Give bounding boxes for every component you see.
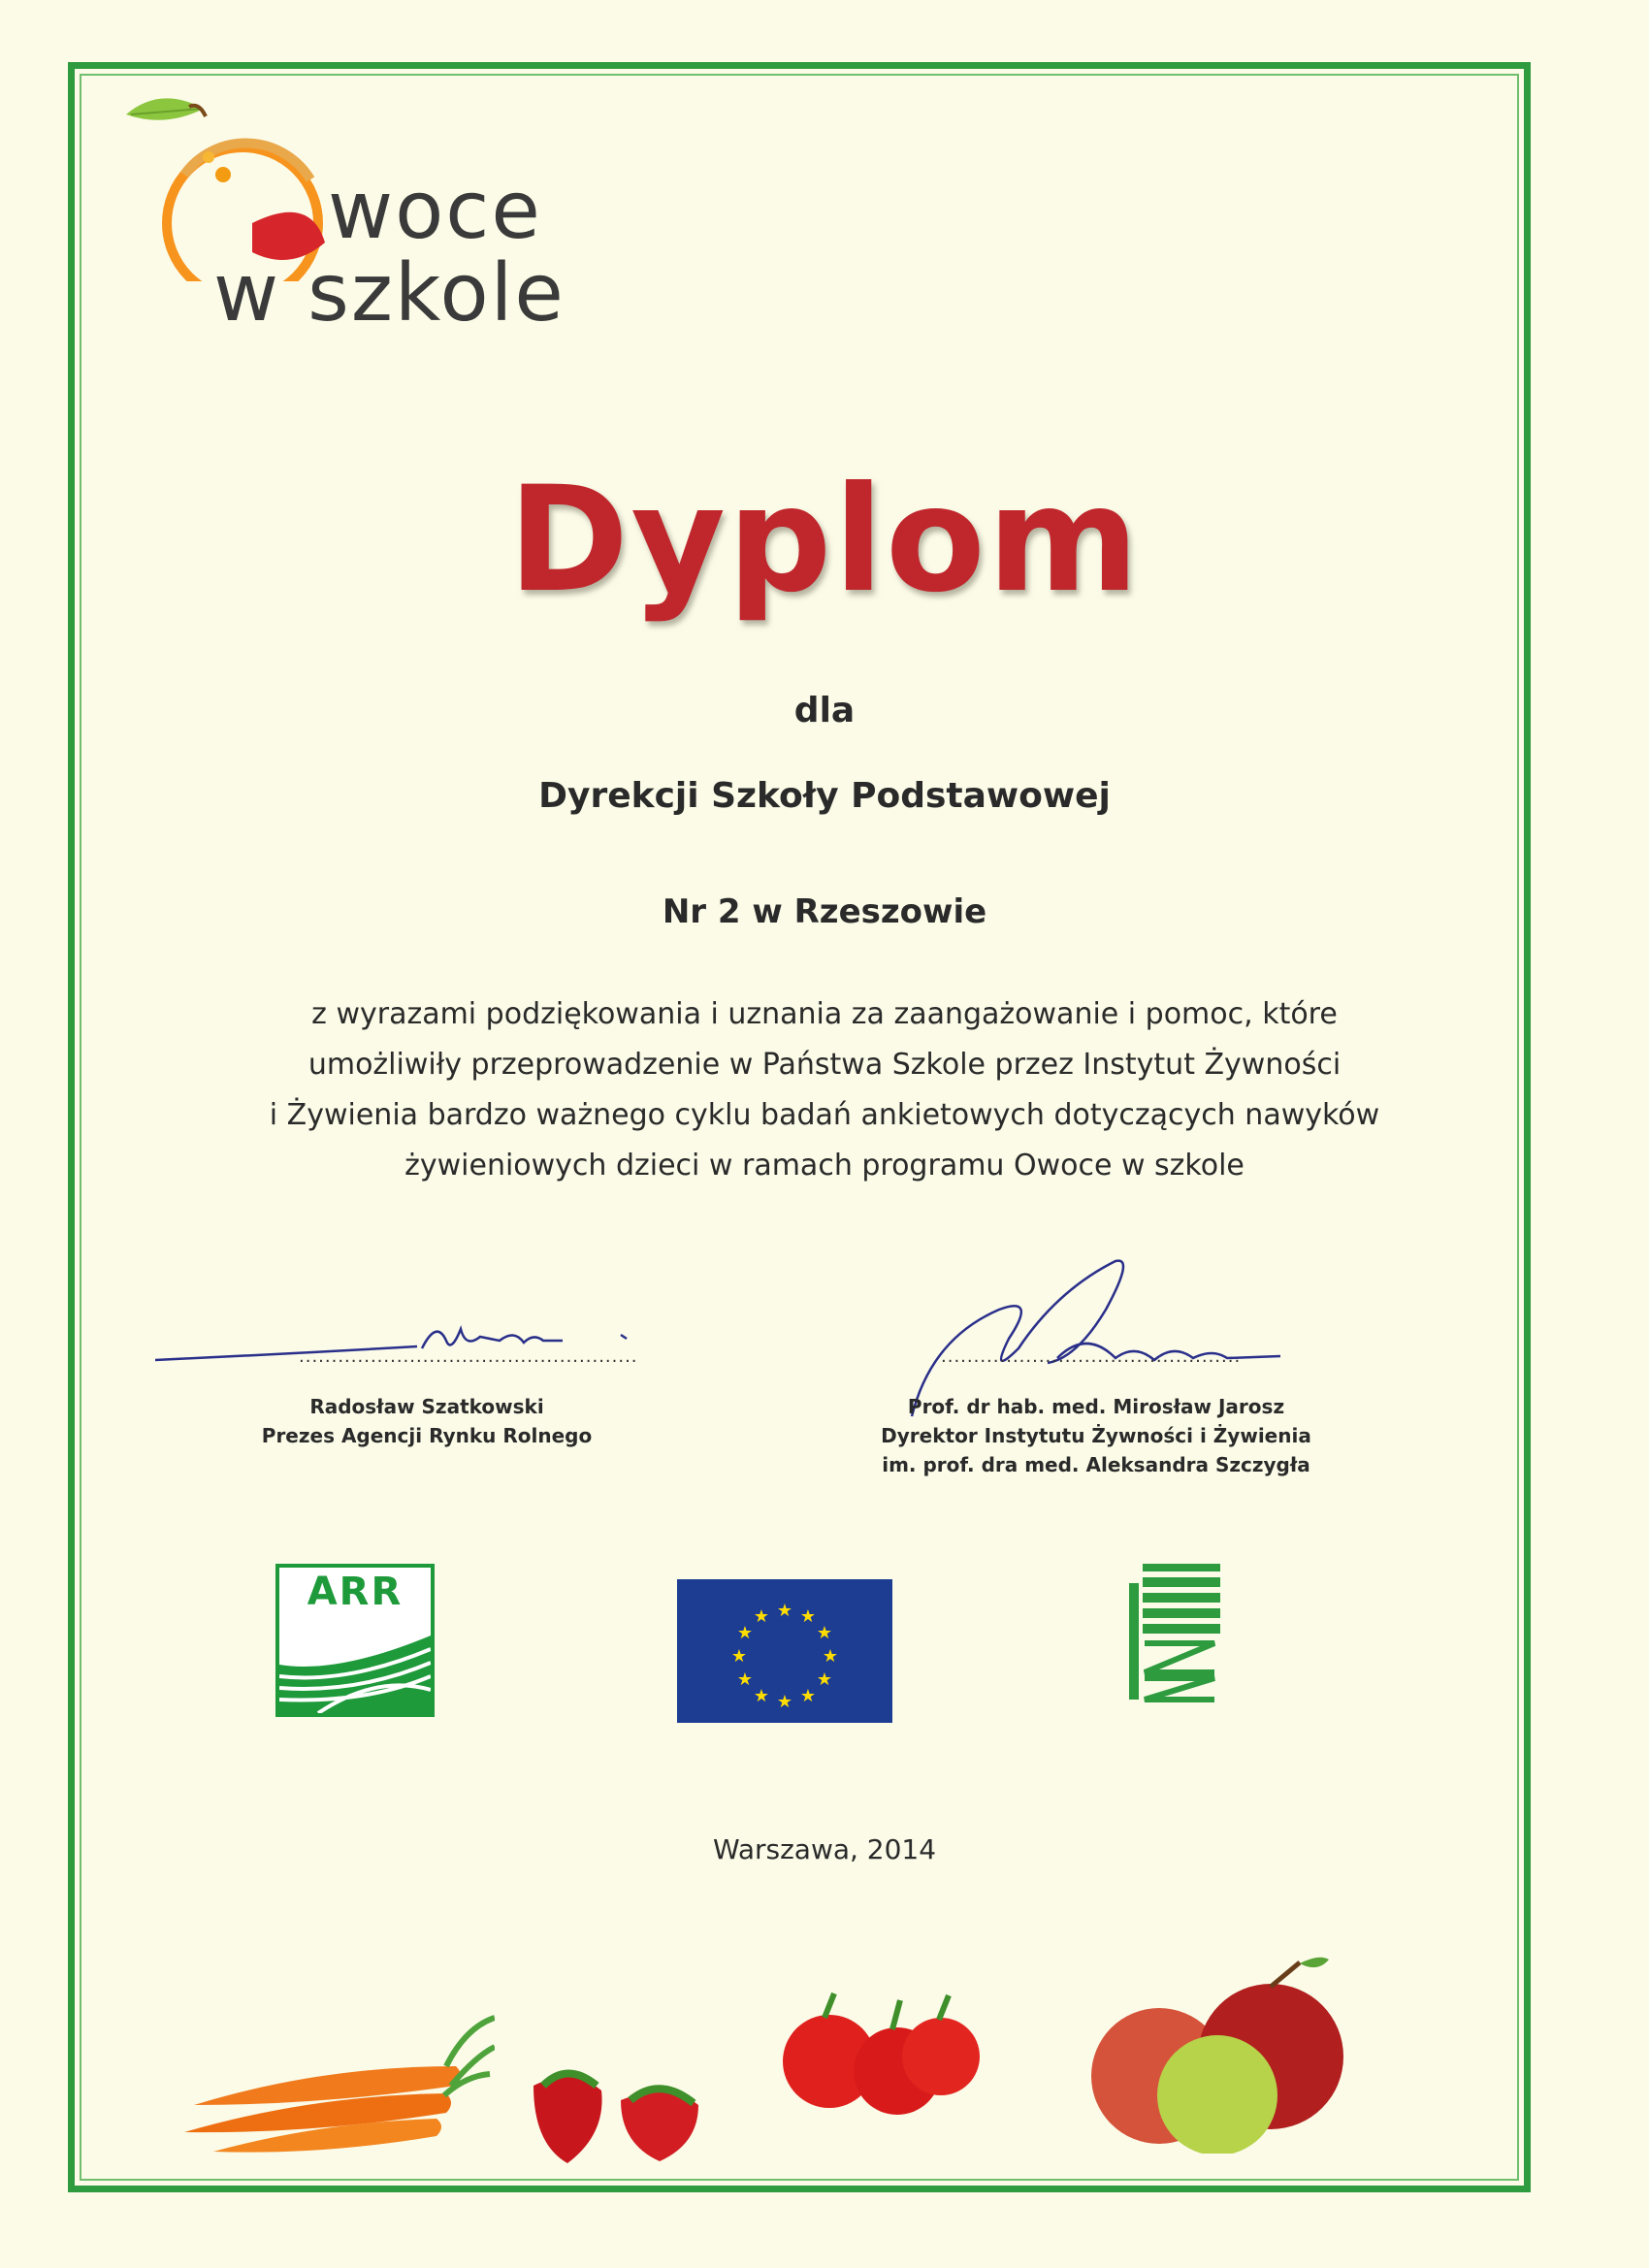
body-line: żywieniowych dzieci w ramach programu Owoce w szkole — [404, 1149, 1245, 1183]
place-and-date: Warszawa, 2014 — [712, 1833, 937, 1865]
svg-text:★: ★ — [816, 1669, 833, 1690]
signer-right-role2: im. prof. dra med. Aleksandra Szczygła — [882, 1453, 1310, 1476]
signature-right — [844, 1392, 1348, 1479]
svg-text:★: ★ — [822, 1646, 839, 1667]
svg-text:★: ★ — [776, 1692, 793, 1712]
diploma-title: Dyplom — [507, 456, 1142, 625]
eu-flag — [677, 1579, 892, 1723]
signature-left — [233, 1392, 621, 1450]
izz-logo — [1127, 1564, 1230, 1707]
svg-text:★: ★ — [799, 1606, 817, 1627]
arr-logo-text: ARR — [307, 1570, 404, 1614]
svg-text:★: ★ — [799, 1686, 817, 1706]
recipient-line-1: Dyrekcji Szkoły Podstawowej — [538, 776, 1111, 816]
svg-text:★: ★ — [816, 1623, 833, 1643]
svg-text:★: ★ — [736, 1623, 754, 1643]
recipient-prefix: dla — [793, 691, 856, 730]
signature-right-dots: .............................................. — [941, 1346, 1242, 1367]
signature-left-dots: .................................................... — [299, 1346, 638, 1367]
body-text — [155, 989, 1494, 1191]
svg-text:★: ★ — [730, 1646, 748, 1667]
arr-fields-icon — [279, 1568, 431, 1713]
carrot-icon — [175, 1998, 495, 2163]
recipient-line-2: Nr 2 w Rzeszowie — [662, 892, 987, 931]
body-line: umożliwiły przeprowadzenie w Państwa Szkole przez Instytut Żywności — [307, 1048, 1342, 1082]
arr-logo — [275, 1564, 435, 1717]
signer-right-role: Dyrektor Instytutu Żywności i Żywienia — [881, 1424, 1311, 1447]
svg-text:★: ★ — [736, 1669, 754, 1690]
body-line: z wyrazami podziękowania i uznania za zaangażowanie i pomoc, które — [311, 997, 1338, 1031]
signer-right-name: Prof. dr hab. med. Mirosław Jarosz — [907, 1395, 1285, 1418]
signer-left-name: Radosław Szatkowski — [309, 1395, 544, 1418]
svg-text:★: ★ — [753, 1606, 770, 1627]
izz-logo-icon — [1127, 1564, 1230, 1707]
svg-text:★: ★ — [753, 1686, 770, 1706]
strawberry-icon — [514, 2047, 718, 2173]
owoce-w-szkole-logo — [116, 87, 621, 340]
apple-icon — [1067, 1950, 1358, 2154]
logo-word-w-szkole: w szkole — [213, 247, 566, 340]
tomato-icon — [776, 1979, 989, 2124]
svg-text:★: ★ — [776, 1601, 793, 1621]
signer-left-role: Prezes Agencji Rynku Rolnego — [261, 1424, 593, 1447]
body-line: i Żywienia bardzo ważnego cyklu badań ankietowych dotyczących nawyków — [269, 1098, 1380, 1132]
eu-flag-icon — [677, 1579, 892, 1723]
logo-word-owoce: woce — [328, 165, 542, 257]
